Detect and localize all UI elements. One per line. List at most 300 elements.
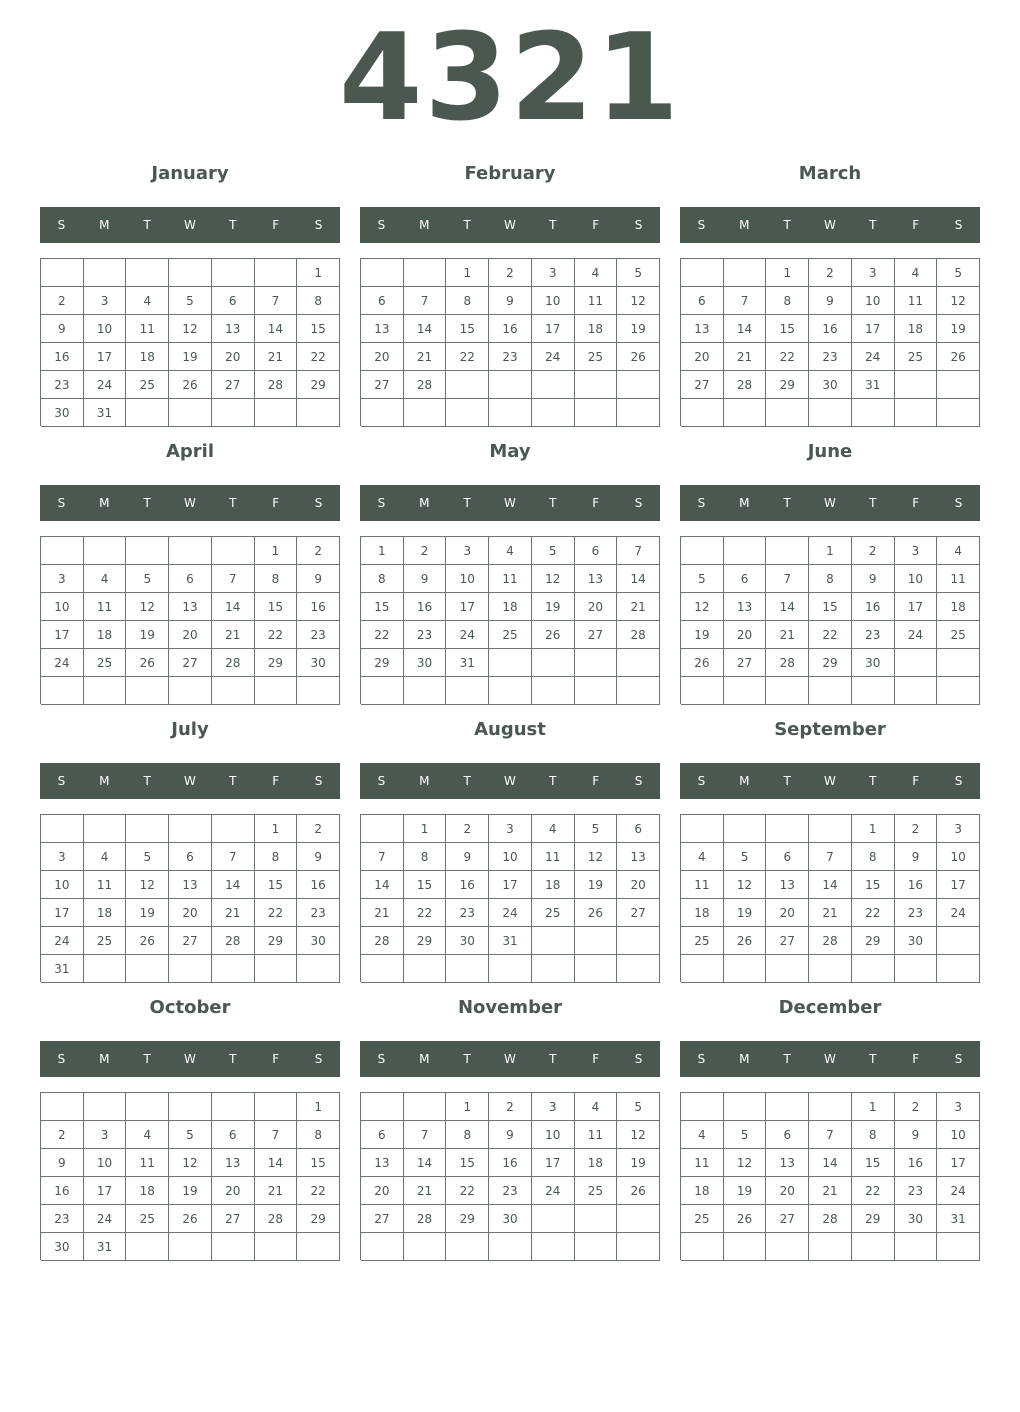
day-cell: 12 — [169, 1149, 212, 1177]
day-cell: 14 — [404, 1149, 447, 1177]
day-cell: 23 — [404, 621, 447, 649]
weekday-label: W — [504, 1052, 516, 1066]
weekday-label: S — [314, 774, 323, 788]
day-cell: 16 — [41, 343, 84, 371]
day-cell: 30 — [404, 649, 447, 677]
day-cell: 18 — [532, 871, 575, 899]
day-cell: 1 — [297, 259, 340, 287]
day-cell: 26 — [617, 343, 660, 371]
day-cell: 20 — [169, 899, 212, 927]
day-cell: 20 — [766, 899, 809, 927]
day-cell: 23 — [446, 899, 489, 927]
weekday-header — [40, 1041, 340, 1077]
day-cell: 22 — [297, 343, 340, 371]
empty-day-cell — [404, 1093, 447, 1121]
day-cell: 18 — [937, 593, 980, 621]
empty-day-cell — [895, 371, 938, 399]
day-cell: 23 — [489, 1177, 532, 1205]
month-april — [40, 436, 340, 714]
weekday-label: T — [869, 496, 877, 510]
day-cell: 7 — [404, 1121, 447, 1149]
day-cell: 25 — [895, 343, 938, 371]
day-cell: 14 — [809, 871, 852, 899]
day-cell: 6 — [361, 1121, 404, 1149]
empty-day-cell — [575, 927, 618, 955]
day-cell: 26 — [724, 927, 767, 955]
day-cell: 7 — [212, 843, 255, 871]
day-grid — [680, 536, 980, 704]
month-january — [40, 158, 340, 436]
empty-day-cell — [212, 537, 255, 565]
day-grid — [360, 814, 660, 982]
weekday-label: T — [143, 774, 151, 788]
day-cell: 11 — [575, 287, 618, 315]
empty-day-cell — [169, 677, 212, 705]
weekday-label: T — [549, 1052, 557, 1066]
empty-day-cell — [361, 677, 404, 705]
day-cell: 6 — [361, 287, 404, 315]
day-cell: 30 — [895, 1205, 938, 1233]
day-cell: 11 — [489, 565, 532, 593]
empty-day-cell — [489, 955, 532, 983]
day-cell: 26 — [575, 899, 618, 927]
day-cell: 21 — [404, 1177, 447, 1205]
day-cell: 15 — [852, 871, 895, 899]
day-cell: 5 — [126, 843, 169, 871]
day-cell: 21 — [255, 1177, 298, 1205]
day-cell: 2 — [489, 1093, 532, 1121]
weekday-label: T — [143, 1052, 151, 1066]
empty-day-cell — [169, 955, 212, 983]
day-cell: 1 — [297, 1093, 340, 1121]
day-cell: 19 — [617, 1149, 660, 1177]
empty-day-cell — [681, 815, 724, 843]
empty-day-cell — [446, 399, 489, 427]
day-cell: 5 — [681, 565, 724, 593]
weekday-header — [40, 485, 340, 521]
day-cell: 4 — [895, 259, 938, 287]
day-cell: 30 — [489, 1205, 532, 1233]
day-cell: 19 — [617, 315, 660, 343]
day-cell: 15 — [255, 593, 298, 621]
weekday-label: S — [314, 496, 323, 510]
weekday-label: M — [99, 218, 110, 232]
day-cell: 26 — [126, 649, 169, 677]
empty-day-cell — [84, 537, 127, 565]
day-cell: 26 — [617, 1177, 660, 1205]
empty-day-cell — [169, 1233, 212, 1261]
day-cell: 15 — [404, 871, 447, 899]
day-cell: 7 — [255, 287, 298, 315]
day-cell: 4 — [681, 843, 724, 871]
empty-day-cell — [404, 955, 447, 983]
day-cell: 28 — [361, 927, 404, 955]
empty-day-cell — [681, 1233, 724, 1261]
day-cell: 19 — [126, 899, 169, 927]
weekday-label: M — [419, 218, 430, 232]
weekday-header — [360, 485, 660, 521]
empty-day-cell — [681, 1093, 724, 1121]
day-cell: 13 — [361, 1149, 404, 1177]
day-cell: 13 — [766, 871, 809, 899]
day-cell: 17 — [489, 871, 532, 899]
empty-day-cell — [852, 1233, 895, 1261]
day-cell: 13 — [681, 315, 724, 343]
empty-day-cell — [126, 1233, 169, 1261]
weekday-label: F — [272, 774, 280, 788]
day-cell: 5 — [169, 287, 212, 315]
day-cell: 21 — [809, 899, 852, 927]
day-cell: 8 — [446, 287, 489, 315]
weekday-label: F — [272, 218, 280, 232]
month-name: July — [171, 719, 209, 740]
day-cell: 27 — [212, 1205, 255, 1233]
empty-day-cell — [895, 677, 938, 705]
weekday-label: M — [739, 774, 750, 788]
empty-day-cell — [361, 259, 404, 287]
day-cell: 15 — [446, 315, 489, 343]
empty-day-cell — [212, 955, 255, 983]
day-cell: 14 — [255, 1149, 298, 1177]
empty-day-cell — [766, 1233, 809, 1261]
day-cell: 4 — [489, 537, 532, 565]
empty-day-cell — [852, 399, 895, 427]
day-cell: 25 — [84, 649, 127, 677]
day-cell: 16 — [489, 1149, 532, 1177]
day-cell: 22 — [766, 343, 809, 371]
day-cell: 22 — [255, 621, 298, 649]
empty-day-cell — [126, 399, 169, 427]
day-cell: 29 — [766, 371, 809, 399]
weekday-label: S — [634, 496, 643, 510]
empty-day-cell — [255, 259, 298, 287]
day-cell: 3 — [84, 1121, 127, 1149]
day-cell: 28 — [255, 1205, 298, 1233]
empty-day-cell — [937, 927, 980, 955]
empty-day-cell — [937, 677, 980, 705]
day-cell: 7 — [255, 1121, 298, 1149]
day-cell: 4 — [575, 1093, 618, 1121]
day-cell: 23 — [895, 899, 938, 927]
empty-day-cell — [404, 677, 447, 705]
day-cell: 18 — [126, 343, 169, 371]
day-cell: 9 — [404, 565, 447, 593]
empty-day-cell — [212, 677, 255, 705]
day-cell: 20 — [617, 871, 660, 899]
day-cell: 18 — [84, 621, 127, 649]
weekday-label: S — [954, 218, 963, 232]
day-cell: 2 — [895, 815, 938, 843]
weekday-label: W — [184, 496, 196, 510]
day-cell: 12 — [126, 593, 169, 621]
empty-day-cell — [41, 815, 84, 843]
weekday-header — [360, 763, 660, 799]
empty-day-cell — [489, 371, 532, 399]
day-cell: 5 — [937, 259, 980, 287]
day-cell: 24 — [84, 1205, 127, 1233]
empty-day-cell — [84, 677, 127, 705]
empty-day-cell — [404, 259, 447, 287]
weekday-label: M — [419, 774, 430, 788]
weekday-label: M — [99, 774, 110, 788]
weekday-header — [680, 1041, 980, 1077]
day-cell: 27 — [361, 1205, 404, 1233]
day-cell: 22 — [255, 899, 298, 927]
day-cell: 19 — [724, 1177, 767, 1205]
day-cell: 26 — [681, 649, 724, 677]
day-cell: 14 — [361, 871, 404, 899]
day-cell: 13 — [212, 1149, 255, 1177]
weekday-label: F — [272, 496, 280, 510]
day-cell: 24 — [895, 621, 938, 649]
day-cell: 12 — [169, 315, 212, 343]
day-cell: 3 — [489, 815, 532, 843]
day-cell: 24 — [41, 927, 84, 955]
weekday-label: W — [824, 218, 836, 232]
weekday-label: S — [377, 218, 386, 232]
day-cell: 4 — [681, 1121, 724, 1149]
day-cell: 16 — [297, 593, 340, 621]
empty-day-cell — [489, 399, 532, 427]
day-cell: 6 — [724, 565, 767, 593]
day-cell: 29 — [404, 927, 447, 955]
day-cell: 26 — [532, 621, 575, 649]
empty-day-cell — [255, 399, 298, 427]
day-cell: 5 — [617, 259, 660, 287]
weekday-label: W — [184, 218, 196, 232]
weekday-label: M — [739, 218, 750, 232]
day-cell: 29 — [809, 649, 852, 677]
months-grid — [40, 158, 980, 1270]
day-cell: 3 — [41, 843, 84, 871]
day-cell: 9 — [895, 843, 938, 871]
weekday-label: T — [143, 218, 151, 232]
day-cell: 28 — [617, 621, 660, 649]
day-cell: 25 — [532, 899, 575, 927]
day-cell: 7 — [809, 1121, 852, 1149]
month-june — [680, 436, 980, 714]
day-cell: 12 — [532, 565, 575, 593]
weekday-header — [680, 207, 980, 243]
empty-day-cell — [255, 1093, 298, 1121]
day-cell: 13 — [212, 315, 255, 343]
empty-day-cell — [575, 677, 618, 705]
day-cell: 22 — [852, 899, 895, 927]
day-cell: 31 — [41, 955, 84, 983]
weekday-label: T — [463, 1052, 471, 1066]
weekday-header — [360, 1041, 660, 1077]
day-cell: 9 — [895, 1121, 938, 1149]
day-cell: 19 — [724, 899, 767, 927]
weekday-label: F — [592, 1052, 600, 1066]
weekday-label: F — [592, 496, 600, 510]
day-cell: 18 — [84, 899, 127, 927]
day-cell: 27 — [212, 371, 255, 399]
day-cell: 22 — [446, 1177, 489, 1205]
day-cell: 27 — [724, 649, 767, 677]
empty-day-cell — [532, 1233, 575, 1261]
empty-day-cell — [617, 955, 660, 983]
day-cell: 18 — [895, 315, 938, 343]
empty-day-cell — [724, 399, 767, 427]
day-cell: 27 — [766, 927, 809, 955]
day-cell: 2 — [404, 537, 447, 565]
day-cell: 3 — [532, 259, 575, 287]
day-cell: 21 — [404, 343, 447, 371]
day-grid — [360, 258, 660, 426]
weekday-label: W — [824, 1052, 836, 1066]
day-cell: 3 — [532, 1093, 575, 1121]
day-cell: 17 — [937, 871, 980, 899]
day-cell: 17 — [937, 1149, 980, 1177]
day-cell: 19 — [169, 1177, 212, 1205]
day-cell: 8 — [766, 287, 809, 315]
day-cell: 15 — [809, 593, 852, 621]
month-november — [360, 992, 660, 1270]
day-cell: 8 — [361, 565, 404, 593]
day-cell: 27 — [361, 371, 404, 399]
day-cell: 21 — [212, 899, 255, 927]
empty-day-cell — [617, 649, 660, 677]
day-cell: 8 — [255, 843, 298, 871]
empty-day-cell — [724, 677, 767, 705]
empty-day-cell — [297, 399, 340, 427]
empty-day-cell — [169, 259, 212, 287]
empty-day-cell — [361, 1233, 404, 1261]
empty-day-cell — [489, 649, 532, 677]
empty-day-cell — [852, 677, 895, 705]
day-cell: 12 — [724, 1149, 767, 1177]
weekday-label: S — [57, 774, 66, 788]
empty-day-cell — [212, 815, 255, 843]
weekday-label: T — [783, 774, 791, 788]
empty-day-cell — [126, 537, 169, 565]
weekday-label: F — [912, 774, 920, 788]
weekday-label: W — [824, 774, 836, 788]
month-february — [360, 158, 660, 436]
day-cell: 30 — [41, 399, 84, 427]
day-cell: 3 — [895, 537, 938, 565]
weekday-header — [40, 763, 340, 799]
day-cell: 28 — [404, 371, 447, 399]
day-cell: 24 — [489, 899, 532, 927]
day-cell: 6 — [766, 843, 809, 871]
day-cell: 22 — [852, 1177, 895, 1205]
weekday-label: W — [504, 496, 516, 510]
day-cell: 12 — [937, 287, 980, 315]
day-cell: 11 — [126, 315, 169, 343]
day-cell: 27 — [169, 649, 212, 677]
weekday-label: W — [184, 1052, 196, 1066]
empty-day-cell — [724, 1233, 767, 1261]
day-cell: 1 — [255, 537, 298, 565]
empty-day-cell — [575, 649, 618, 677]
day-cell: 19 — [937, 315, 980, 343]
day-cell: 1 — [852, 815, 895, 843]
day-cell: 18 — [575, 315, 618, 343]
empty-day-cell — [212, 1093, 255, 1121]
empty-day-cell — [297, 677, 340, 705]
day-cell: 3 — [446, 537, 489, 565]
day-cell: 23 — [41, 371, 84, 399]
day-cell: 31 — [489, 927, 532, 955]
day-cell: 10 — [84, 315, 127, 343]
empty-day-cell — [766, 815, 809, 843]
day-cell: 22 — [404, 899, 447, 927]
day-cell: 17 — [532, 1149, 575, 1177]
weekday-label: S — [314, 1052, 323, 1066]
empty-day-cell — [937, 649, 980, 677]
day-cell: 28 — [404, 1205, 447, 1233]
weekday-label: W — [504, 218, 516, 232]
day-cell: 23 — [895, 1177, 938, 1205]
day-cell: 1 — [446, 1093, 489, 1121]
day-cell: 17 — [532, 315, 575, 343]
day-cell: 30 — [809, 371, 852, 399]
empty-day-cell — [212, 259, 255, 287]
empty-day-cell — [766, 677, 809, 705]
empty-day-cell — [41, 1093, 84, 1121]
weekday-header — [680, 763, 980, 799]
day-cell: 24 — [937, 899, 980, 927]
day-cell: 6 — [212, 1121, 255, 1149]
day-cell: 31 — [84, 1233, 127, 1261]
empty-day-cell — [126, 677, 169, 705]
day-cell: 24 — [84, 371, 127, 399]
empty-day-cell — [532, 1205, 575, 1233]
day-cell: 6 — [681, 287, 724, 315]
day-cell: 24 — [852, 343, 895, 371]
day-cell: 28 — [255, 371, 298, 399]
day-grid — [680, 1092, 980, 1260]
day-cell: 7 — [809, 843, 852, 871]
day-cell: 21 — [361, 899, 404, 927]
day-cell: 11 — [126, 1149, 169, 1177]
empty-day-cell — [41, 259, 84, 287]
day-cell: 18 — [681, 1177, 724, 1205]
day-cell: 27 — [681, 371, 724, 399]
weekday-label: T — [549, 496, 557, 510]
weekday-label: T — [229, 774, 237, 788]
day-cell: 27 — [766, 1205, 809, 1233]
empty-day-cell — [446, 371, 489, 399]
empty-day-cell — [724, 955, 767, 983]
day-cell: 26 — [724, 1205, 767, 1233]
day-cell: 23 — [852, 621, 895, 649]
day-cell: 28 — [766, 649, 809, 677]
weekday-label: S — [954, 774, 963, 788]
empty-day-cell — [446, 677, 489, 705]
weekday-label: F — [592, 774, 600, 788]
empty-day-cell — [361, 815, 404, 843]
day-cell: 9 — [489, 1121, 532, 1149]
day-cell: 3 — [852, 259, 895, 287]
day-cell: 17 — [41, 899, 84, 927]
day-cell: 26 — [169, 371, 212, 399]
day-cell: 3 — [937, 815, 980, 843]
day-cell: 1 — [255, 815, 298, 843]
day-cell: 2 — [809, 259, 852, 287]
day-cell: 9 — [446, 843, 489, 871]
empty-day-cell — [766, 1093, 809, 1121]
month-september — [680, 714, 980, 992]
empty-day-cell — [84, 955, 127, 983]
empty-day-cell — [575, 1205, 618, 1233]
empty-day-cell — [809, 955, 852, 983]
day-cell: 5 — [532, 537, 575, 565]
empty-day-cell — [681, 955, 724, 983]
empty-day-cell — [404, 1233, 447, 1261]
